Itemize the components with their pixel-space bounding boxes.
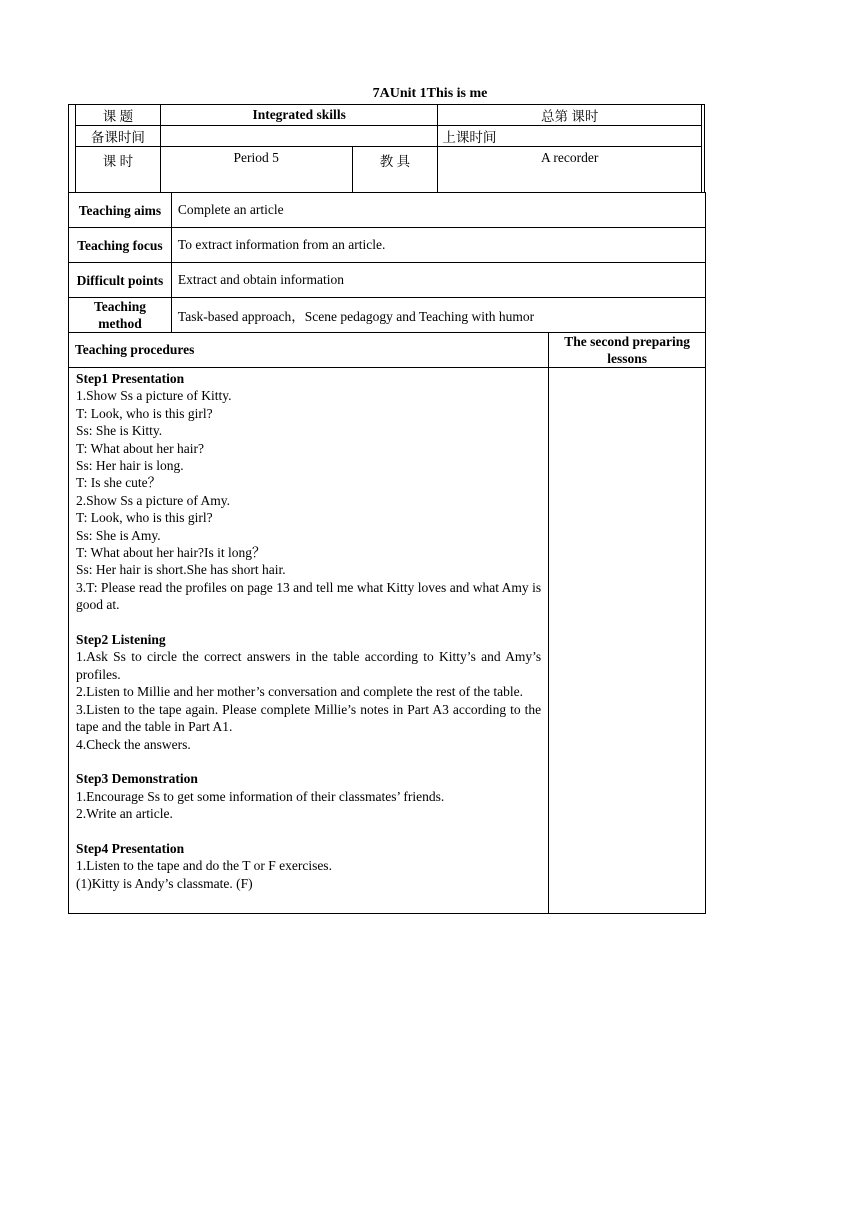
second-preparing-notes <box>549 368 706 914</box>
step1-line: T: What about her hair? <box>76 440 205 456</box>
period-label: 课 时 <box>76 147 161 193</box>
step2-line: 4.Check the answers. <box>76 736 191 752</box>
lesson-header-table <box>75 104 702 193</box>
topic-label: 课 题 <box>76 105 161 126</box>
prep-time-label: 备课时间 <box>76 126 161 147</box>
step3-line: 1.Encourage Ss to get some information of their classmates’ friends. <box>76 788 445 804</box>
step3-line: 2.Write an article. <box>76 806 173 822</box>
step1-line: 3.T: Please read the profiles on page 13 and tell me what Kitty loves and what Amy is good at. <box>76 579 542 613</box>
class-time-label: 上课时间 <box>438 126 702 147</box>
period-value: Period 5 <box>160 147 352 193</box>
page-title: 7AUnit 1This is me <box>372 86 488 101</box>
step2-line: 3.Listen to the tape again. Please complete Millie’s notes in Part A3 according to the tape and the table in Part A1. <box>76 701 542 735</box>
step1-line: Ss: Her hair is short.She has short hair. <box>76 562 286 578</box>
teaching-method-value: Task-based approach，Scene pedagogy and Teaching with humor <box>171 298 705 333</box>
step2-title: Step2 Listening <box>76 632 166 648</box>
step1-line: 1.Show Ss a picture of Kitty. <box>76 388 232 404</box>
step1-line: T: Is she cute？ <box>76 475 162 491</box>
lesson-plan-table <box>68 192 706 914</box>
step4-line: (1)Kitty is Andy’s classmate. (F) <box>76 875 253 891</box>
teaching-focus-label: Teaching focus <box>69 228 172 263</box>
teaching-focus-value: To extract information from an article. <box>171 228 705 263</box>
tools-label: 教 具 <box>352 147 438 193</box>
difficult-points-label: Difficult points <box>69 263 172 298</box>
step1-line: T: What about her hair?Is it long？ <box>76 545 266 561</box>
difficult-points-value: Extract and obtain information <box>171 263 705 298</box>
step1-title: Step1 Presentation <box>76 371 185 386</box>
teaching-method-label: Teaching method <box>69 298 172 333</box>
procedures-content <box>69 368 549 914</box>
teaching-aims-value: Complete an article <box>171 193 705 228</box>
step1-line: Ss: She is Kitty. <box>76 423 163 439</box>
step3-title: Step3 Demonstration <box>76 771 198 787</box>
step1-line: Ss: Her hair is long. <box>76 458 184 474</box>
step2-line: 1.Ask Ss to circle the correct answers in the table according to Kitty’s and Amy’s profiles. <box>76 649 542 682</box>
step4-line: 1.Listen to the tape and do the T or F exercises. <box>76 858 332 874</box>
teaching-aims-label: Teaching aims <box>69 193 172 228</box>
procedures-header: Teaching procedures <box>69 333 549 368</box>
step1-line: T: Look, who is this girl? <box>76 405 213 421</box>
total-periods: 总第 课时 <box>438 105 702 126</box>
prep-time-value <box>160 126 438 147</box>
step4-title: Step4 Presentation <box>76 840 185 856</box>
step1-line: T: Look, who is this girl? <box>76 510 213 526</box>
step2-line: 2.Listen to Millie and her mother’s conversation and complete the rest of the table. <box>76 684 523 700</box>
step1-line: 2.Show Ss a picture of Amy. <box>76 492 230 508</box>
topic-value: Integrated skills <box>160 105 438 126</box>
step1-line: Ss: She is Amy. <box>76 527 161 543</box>
tools-value: A recorder <box>438 147 702 193</box>
second-preparing-header: The second preparing lessons <box>549 333 706 368</box>
